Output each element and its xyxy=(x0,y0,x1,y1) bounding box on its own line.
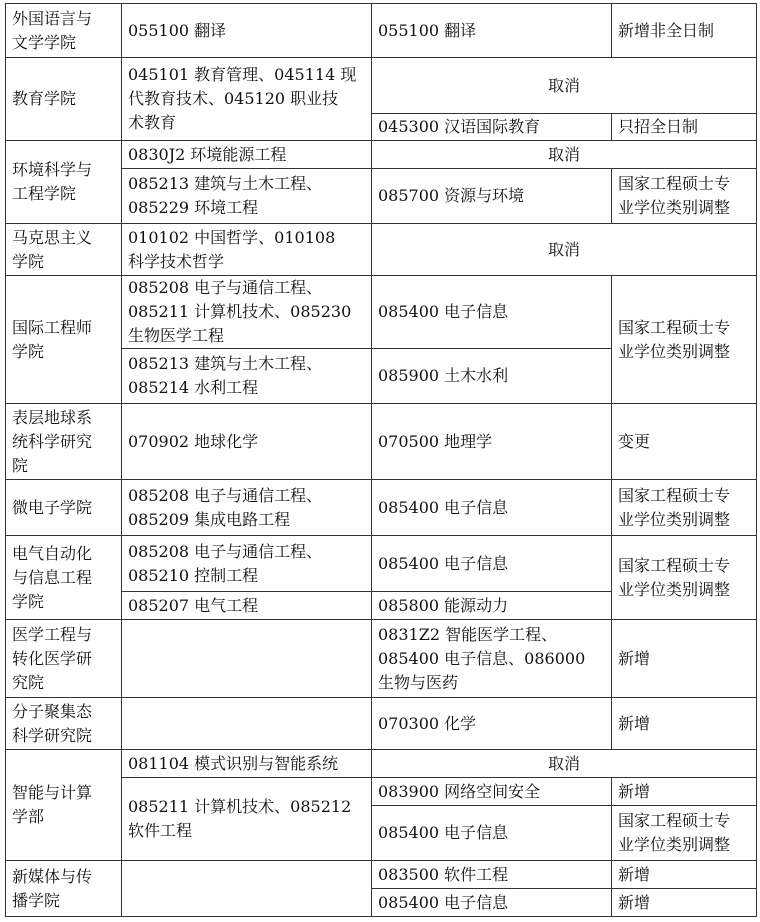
college-cell: 医学工程与 转化医学研 究院 xyxy=(6,620,122,698)
college-cell: 表层地球系 统科学研究 院 xyxy=(6,404,122,480)
college-cell: 电气自动化 与信息工程 学院 xyxy=(6,536,122,620)
original-major-cell: 085207 电气工程 xyxy=(122,592,372,620)
table-row xyxy=(6,698,757,750)
new-major-cell: 085400 电子信息 xyxy=(372,536,612,592)
table-row xyxy=(6,750,757,778)
table-row xyxy=(6,861,757,889)
note-cell: 新增 xyxy=(612,889,757,917)
college-cell: 国际工程师 学院 xyxy=(6,276,122,404)
original-major-cell xyxy=(122,620,372,698)
note-cell: 新增 xyxy=(612,698,757,750)
new-major-cell: 085400 电子信息 xyxy=(372,480,612,536)
note-cell: 国家工程硕士专 业学位类别调整 xyxy=(612,480,757,536)
note-cell: 只招全日制 xyxy=(612,114,757,141)
original-major-cell: 055100 翻译 xyxy=(122,4,372,58)
new-major-cell: 070300 化学 xyxy=(372,698,612,750)
table-row xyxy=(6,4,757,58)
original-major-cell: 0830J2 环境能源工程 xyxy=(122,141,372,169)
table-row xyxy=(6,620,757,698)
note-cell: 国家工程硕士专 业学位类别调整 xyxy=(612,536,757,620)
cancel-cell: 取消 xyxy=(372,141,757,169)
college-cell: 新媒体与传 播学院 xyxy=(6,861,122,917)
college-cell: 分子聚集态 科学研究院 xyxy=(6,698,122,750)
note-cell: 新增 xyxy=(612,778,757,806)
new-major-cell: 070500 地理学 xyxy=(372,404,612,480)
table-row xyxy=(6,58,757,114)
cancel-cell: 取消 xyxy=(372,58,757,114)
new-major-cell: 085700 资源与环境 xyxy=(372,169,612,224)
note-cell: 国家工程硕士专 业学位类别调整 xyxy=(612,276,757,404)
note-cell: 新增 xyxy=(612,620,757,698)
original-major-cell: 070902 地球化学 xyxy=(122,404,372,480)
original-major-cell: 081104 模式识别与智能系统 xyxy=(122,750,372,778)
note-cell: 变更 xyxy=(612,404,757,480)
major-adjustment-table xyxy=(5,3,757,917)
original-major-cell: 045101 教育管理、045114 现 代教育技术、045120 职业技 术教育 xyxy=(122,58,372,141)
college-cell: 外国语言与 文学学院 xyxy=(6,4,122,58)
table-row xyxy=(6,141,757,169)
cancel-cell: 取消 xyxy=(372,750,757,778)
new-major-cell: 085400 电子信息 xyxy=(372,806,612,861)
original-major-cell: 085211 计算机技术、085212 软件工程 xyxy=(122,778,372,861)
note-cell: 新增非全日制 xyxy=(612,4,757,58)
new-major-cell: 085400 电子信息 xyxy=(372,889,612,917)
table-row xyxy=(6,276,757,349)
note-cell: 国家工程硕士专 业学位类别调整 xyxy=(612,806,757,861)
original-major-cell: 085208 电子与通信工程、 085209 集成电路工程 xyxy=(122,480,372,536)
table-row xyxy=(6,224,757,276)
note-cell: 国家工程硕士专 业学位类别调整 xyxy=(612,169,757,224)
original-major-cell: 085213 建筑与土木工程、 085229 环境工程 xyxy=(122,169,372,224)
new-major-cell: 085400 电子信息 xyxy=(372,276,612,349)
college-cell: 微电子学院 xyxy=(6,480,122,536)
college-cell: 马克思主义 学院 xyxy=(6,224,122,276)
cancel-cell: 取消 xyxy=(372,224,757,276)
new-major-cell: 083900 网络空间安全 xyxy=(372,778,612,806)
new-major-cell: 085800 能源动力 xyxy=(372,592,612,620)
new-major-cell: 083500 软件工程 xyxy=(372,861,612,889)
new-major-cell: 085900 土木水利 xyxy=(372,349,612,404)
note-cell: 新增 xyxy=(612,861,757,889)
original-major-cell: 085213 建筑与土木工程、 085214 水利工程 xyxy=(122,349,372,404)
new-major-cell: 0831Z2 智能医学工程、 085400 电子信息、086000 生物与医药 xyxy=(372,620,612,698)
new-major-cell: 055100 翻译 xyxy=(372,4,612,58)
college-cell: 环境科学与 工程学院 xyxy=(6,141,122,224)
table-row xyxy=(6,536,757,592)
original-major-cell: 085208 电子与通信工程、 085210 控制工程 xyxy=(122,536,372,592)
table-row xyxy=(6,404,757,480)
college-cell: 智能与计算 学部 xyxy=(6,750,122,861)
original-major-cell xyxy=(122,861,372,917)
college-cell: 教育学院 xyxy=(6,58,122,141)
new-major-cell: 045300 汉语国际教育 xyxy=(372,114,612,141)
original-major-cell xyxy=(122,698,372,750)
original-major-cell: 085208 电子与通信工程、 085211 计算机技术、085230 生物医学工程 xyxy=(122,276,372,349)
table-row xyxy=(6,480,757,536)
original-major-cell: 010102 中国哲学、010108 科学技术哲学 xyxy=(122,224,372,276)
